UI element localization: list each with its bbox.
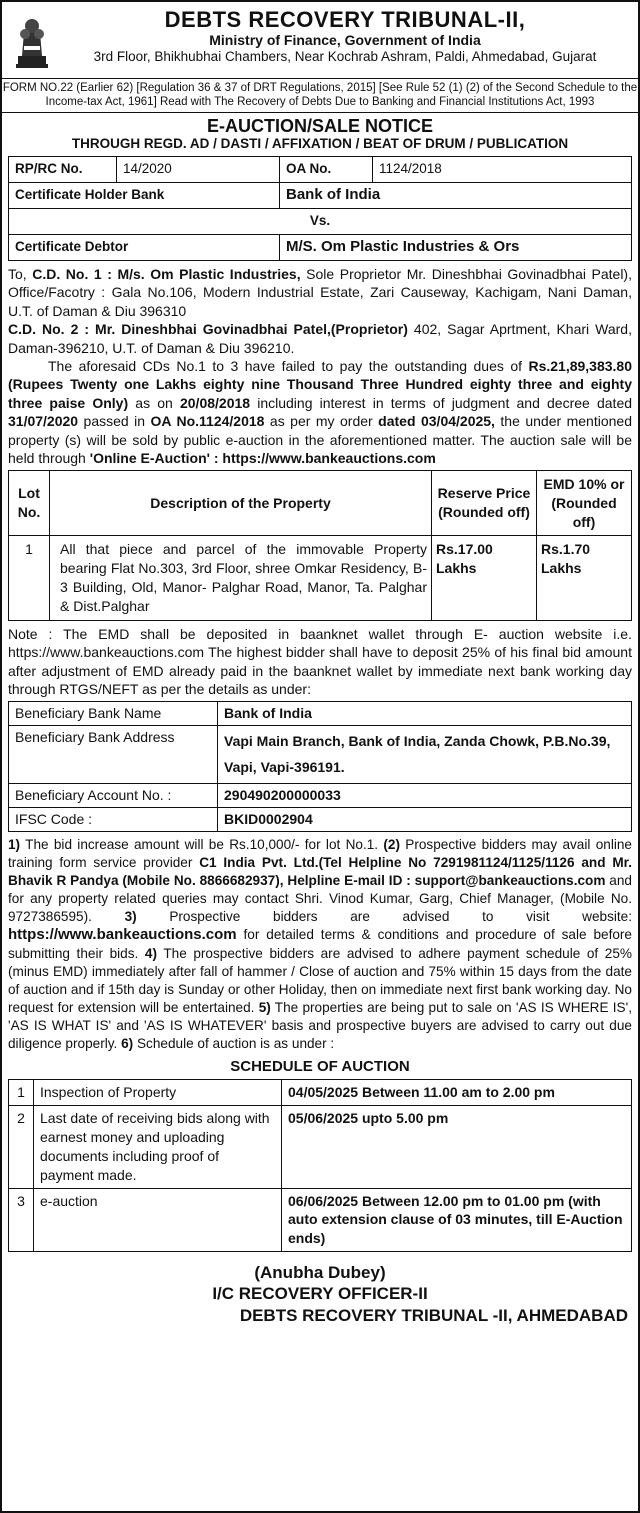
table-row	[9, 807, 632, 831]
emd-amount: Rs.1.70 Lakhs	[537, 536, 632, 621]
tribunal-title: DEBTS RECOVERY TRIBUNAL-II,	[164, 7, 526, 32]
schedule-time: 05/06/2025 upto 5.00 pm	[282, 1106, 632, 1189]
addressee-cd2: C.D. No. 2 : Mr. Dineshbhai Govinadbhai Patel,(Proprietor) 402, Sagar Aprtment, Khari Ward, Daman-396210, U.T. of Daman & Diu 396210.	[8, 321, 632, 356]
table-row	[9, 701, 632, 725]
signatory-office: DEBTS RECOVERY TRIBUNAL -II, AHMEDABAD	[239, 1305, 628, 1325]
bank-name-value: Bank of India	[218, 701, 632, 725]
rp-label: RP/RC No.	[9, 156, 117, 182]
schedule-title: SCHEDULE OF AUCTION	[230, 1057, 410, 1075]
terms-paragraph: 1) The bid increase amount will be Rs.10,000/- for lot No.1. (2) Prospective bidders may avail online training form service provider C1 India Pvt. Ltd.(Tel Helpline No 7291981124/1125/1126 and Mr. Bhavik R Pandya (Mobile No. 8866682937), Helpline E-mail ID : support@bankeauctions.com and for any property related queries may contact Shri. Vinod Kumar, Garg, Chief Manager, (Mobile No. 9727386595). 3) Prospective bidders are advised to visit website: https://www.bankeauctions.com for detailed terms & conditions and procedure of sale before submitting their bids. 4) The prospective bidders are advised to adhere payment schedule of 25% (minus EMD) immediately after fall of hammer / Close of auction and 75% within 15 days from the date of auction and if 15th day is Sunday or other Holiday, then on immediate next first bank working day. No request for extension will be entertained. 5) The properties are being put to sale on 'AS IS WHERE IS', 'AS IS WHAT IS' and 'AS IS WHATEVER' basis and prospective buyers are advised to carry out due diligence properly. 6) Schedule of auction is as under :	[8, 836, 632, 1051]
emd-header: EMD 10% or (Rounded off)	[537, 470, 632, 536]
ifsc-value: BKID0002904	[218, 807, 632, 831]
schedule-event: e-auction	[34, 1188, 282, 1252]
schedule-table	[8, 1079, 632, 1252]
schedule-time: 04/05/2025 Between 11.00 am to 2.00 pm	[282, 1080, 632, 1106]
versus: Vs.	[9, 208, 632, 234]
oa-label: OA No.	[280, 156, 373, 182]
holder-value: Bank of India	[280, 182, 632, 208]
debtor-label: Certificate Debtor	[9, 234, 280, 260]
account-value: 290490200000033	[218, 783, 632, 807]
lot-number: 1	[9, 536, 50, 621]
table-row	[9, 536, 632, 621]
lot-header: Lot No.	[9, 470, 50, 536]
schedule-time: 06/06/2025 Between 12.00 pm to 01.00 pm (with auto extension clause of 03 minutes, till E-Auction ends)	[282, 1188, 632, 1252]
bank-name-label: Beneficiary Bank Name	[9, 701, 218, 725]
reserve-header: Reserve Price (Rounded off)	[432, 470, 537, 536]
notice-title: E-AUCTION/SALE NOTICE	[206, 115, 433, 136]
description-header: Description of the Property	[50, 470, 432, 536]
signatory-name: (Anubha Dubey)	[254, 1263, 386, 1283]
debtor-value: M/S. Om Plastic Industries & Ors	[280, 234, 632, 260]
form-reference: FORM NO.22 (Earlier 62) [Regulation 36 & 37 of DRT Regulations, 2015] [See Rule 52 (1) (2) of the Second Schedule to the Income-tax Act, 1961] Read with The Recovery of Debts Due to Banking and Financial Institutions Act, 1993	[2, 78, 638, 113]
ministry-line: Ministry of Finance, Government of India	[209, 32, 481, 49]
sale-paragraph: The aforesaid CDs No.1 to 3 have failed to pay the outstanding dues of Rs.21,89,383.80 (Rupees Twenty one Lakhs eighty nine Thousand Three Hundred eighty three and eighty three paise Only) as on 20/08/2018 including interest in terms of judgment and decree dated 31/07/2020 passed in OA No.1124/2018 as per my order dated 03/04/2025, the under mentioned property (s) will be sold by public e-auction in the aforementioned matter. The auction sale will be held through 'Online E-Auction' : https://www.bankeauctions.com	[8, 357, 633, 467]
oa-value: 1124/2018	[373, 156, 632, 182]
bank-address-value: Vapi Main Branch, Bank of India, Zanda Chowk, P.B.No.39, Vapi, Vapi-396191.	[218, 725, 632, 783]
reserve-price: Rs.17.00 Lakhs	[432, 536, 537, 621]
notice-subtitle: THROUGH REGD. AD / DASTI / AFFIXATION / BEAT OF DRUM / PUBLICATION	[71, 136, 569, 152]
national-emblem-icon	[12, 10, 52, 70]
holder-label: Certificate Holder Bank	[9, 182, 280, 208]
ifsc-label: IFSC Code :	[9, 807, 218, 831]
case-details-table	[8, 156, 632, 261]
tribunal-address: 3rd Floor, Bhikhubhai Chambers, Near Kochrab Ashram, Paldi, Ahmedabad, Gujarat	[93, 48, 597, 64]
rp-value: 14/2020	[117, 156, 280, 182]
schedule-event: Inspection of Property	[34, 1080, 282, 1106]
addressee-cd1: To, C.D. No. 1 : M/s. Om Plastic Industries, Sole Proprietor Mr. Dineshbhai Govinadbhai Patel), Office/Facotry : Gala No.106, Modern Industrial Estate, Zari Causeway, Kachigam, Nani Daman, U.T. of Daman & Diu 396310	[8, 265, 632, 319]
emd-note: Note : The EMD shall be deposited in baanknet wallet through E- auction website i.e. https://www.bankeauctions.com The highest bidder shall have to deposit 25% of his final bid amount after adjustment of EMD already paid in the baanknet wallet by immediate next bank working day through RTGS/NEFT as per the details as under:	[8, 626, 632, 698]
schedule-number: 3	[9, 1188, 34, 1252]
bank-address-label: Beneficiary Bank Address	[9, 725, 218, 783]
account-label: Beneficiary Account No. :	[9, 783, 218, 807]
table-row	[9, 725, 632, 783]
bank-details-table	[8, 701, 632, 832]
property-table	[8, 470, 632, 621]
schedule-number: 1	[9, 1080, 34, 1106]
schedule-number: 2	[9, 1106, 34, 1189]
schedule-event: Last date of receiving bids along with earnest money and uploading documents including proof of payment made.	[34, 1106, 282, 1189]
header	[8, 8, 632, 78]
table-row	[9, 1106, 632, 1189]
table-row	[9, 1188, 632, 1252]
table-row	[9, 1080, 632, 1106]
property-description: All that piece and parcel of the immovable Property bearing Flat No.303, 3rd Floor, shree Omkar Residency, B-3 Building, Old, Manor- Palghar Road, Manor, Ta. Palghar & Dist.Palghar	[50, 536, 432, 621]
signatory-designation: I/C RECOVERY OFFICER-II	[212, 1284, 428, 1304]
table-row	[9, 783, 632, 807]
